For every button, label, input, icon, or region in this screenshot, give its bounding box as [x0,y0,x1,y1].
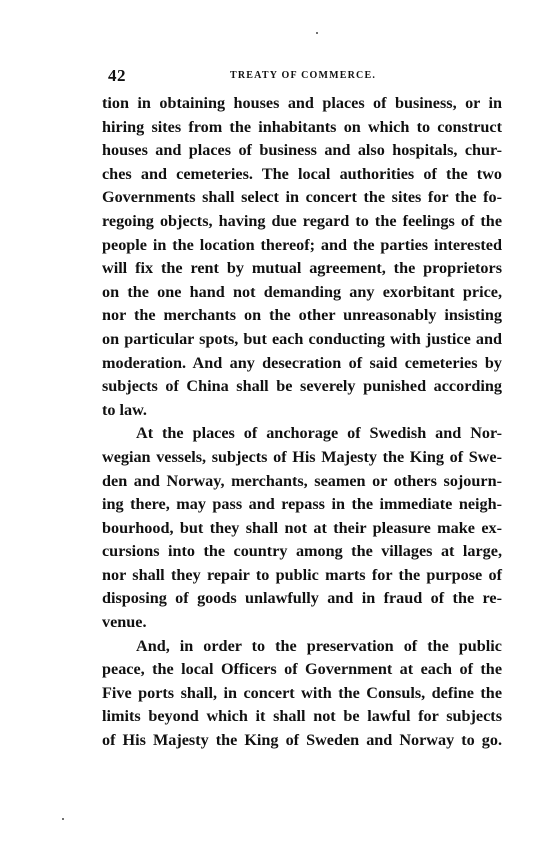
paragraph-1 [102,92,502,422]
text-line: will fix the rent by mutual agreement, the proprietors [102,259,502,278]
text-line: subjects of China shall be severely punished according [102,377,502,396]
paragraph-3 [102,635,502,753]
text-line: nor shall they repair to public marts for the purpose of [102,565,502,584]
text-line: wegian vessels, subjects of His Majesty the King of Swe- [102,447,502,466]
text-line: Governments shall select in concert the sites for the fo- [102,188,502,207]
text-line: on particular spots, but each conducting with justice and [102,329,502,348]
text-line: And, in order to the preservation of the public [136,636,502,655]
text-line: den and Norway, merchants, seamen or others sojourn- [102,471,502,490]
text-line: to law. [102,400,147,419]
book-page [102,62,502,753]
text-line: cursions into the country among the villages at large, [102,542,502,561]
text-line: At the places of anchorage of Swedish and Nor- [136,424,502,443]
body-text [102,92,502,753]
text-line: Five ports shall, in concert with the Consuls, define the [102,683,502,702]
text-line: ches and cemeteries. The local authorities of the two [102,164,502,183]
text-line: venue. [102,613,147,632]
text-line: people in the location thereof; and the parties interested [102,235,502,254]
text-line: peace, the local Officers of Government at each of the [102,660,502,679]
page-number: 42 [108,66,126,85]
text-line: houses and places of business and also hospitals, chur- [102,141,502,160]
text-line: tion in obtaining houses and places of business, or in [102,94,502,112]
text-line: ing there, may pass and repass in the immediate neigh- [102,495,502,514]
text-line: disposing of goods unlawfully and in fraud of the re- [102,589,502,608]
specks-top [316,32,318,34]
page-header [102,62,502,92]
text-line: of His Majesty the King of Sweden and Norway to go. [102,731,502,750]
text-line: limits beyond which it shall not be lawful for subjects [102,707,502,726]
paragraph-2 [102,422,502,634]
text-line: nor the merchants on the other unreasonably insisting [102,306,502,325]
text-line: moderation. And any desecration of said cemeteries by [102,353,502,372]
running-title: TREATY OF COMMERCE. [230,70,377,81]
text-line: on the one hand not demanding any exorbitant price, [102,282,502,301]
text-line: bourhood, but they shall not at their pleasure make ex- [102,518,502,537]
text-line: regoing objects, having due regard to the feelings of the [102,211,502,230]
text-line: hiring sites from the inhabitants on which to construct [102,117,502,136]
specks-bottom [62,818,64,820]
